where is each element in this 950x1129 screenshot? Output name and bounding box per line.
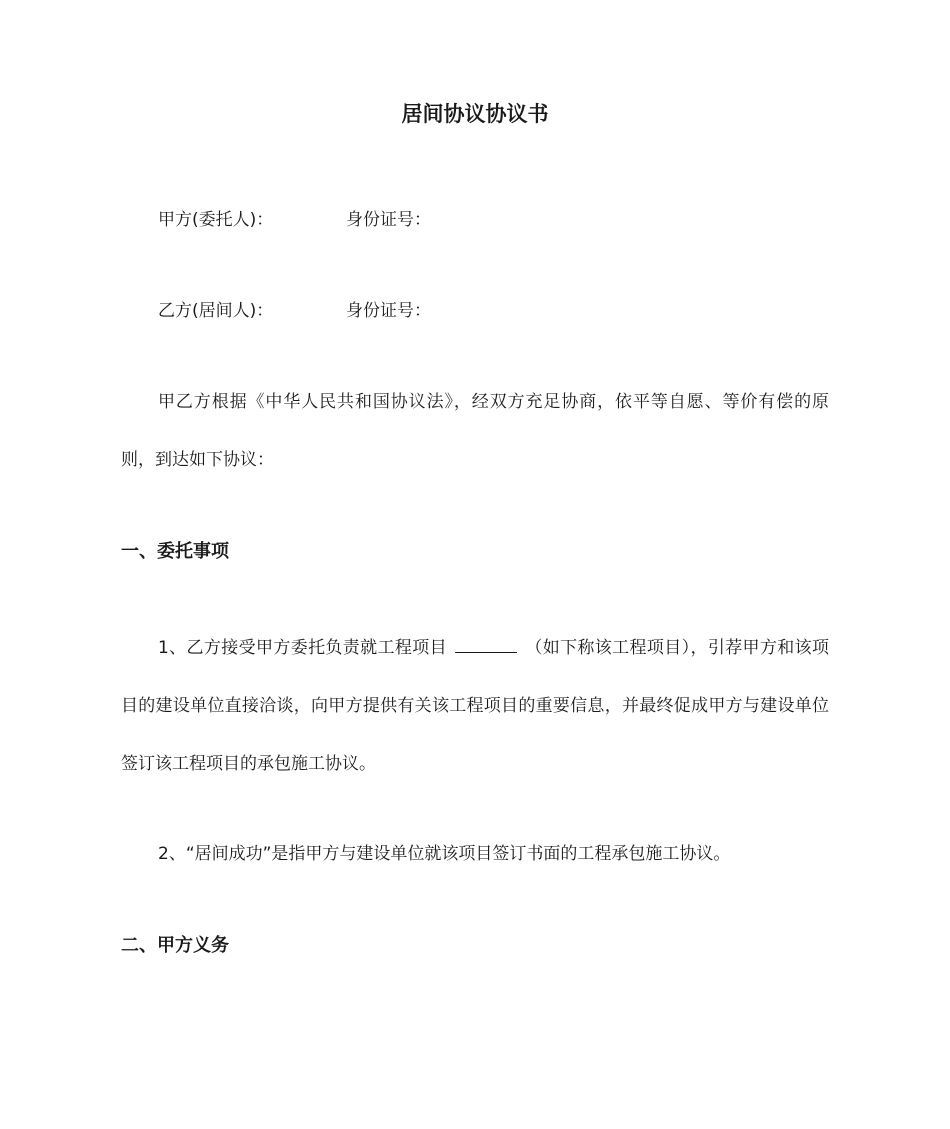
item-1-text-after: （如下称该工程项目），引荐甲方和该项目的建设单位直接洽谈，向甲方提供有关该工程项目的重要信息，并最终促成甲方与建设单位签订该工程项目的承包施工协议。 [121,638,830,774]
party-a-label: 甲方(委托人)： [158,210,274,230]
section-1-item-1 [121,619,829,793]
intro-paragraph: 甲乙方根据《中华人民共和国协议法》，经双方充足协商，依平等自愿、等价有偿的原则，到达如下协议： [121,392,829,470]
party-b-id-label: 身份证号： [346,301,431,321]
party-b-row [158,299,431,323]
item-1-text-before: 1、乙方接受甲方委托负责就工程项目 [158,638,447,658]
section-1-heading: 一、委托事项 [121,541,229,562]
party-b-label: 乙方(居间人)： [158,301,274,321]
section-2-heading: 二、甲方义务 [121,935,229,956]
party-a-id-label: 身份证号： [346,210,431,230]
project-name-blank [455,638,517,653]
document-title: 居间协议协议书 [401,102,549,126]
party-a-row [158,208,431,232]
section-1-item-2: 2、“居间成功”是指甲方与建设单位就该项目签订书面的工程承包施工协议。 [158,844,731,864]
